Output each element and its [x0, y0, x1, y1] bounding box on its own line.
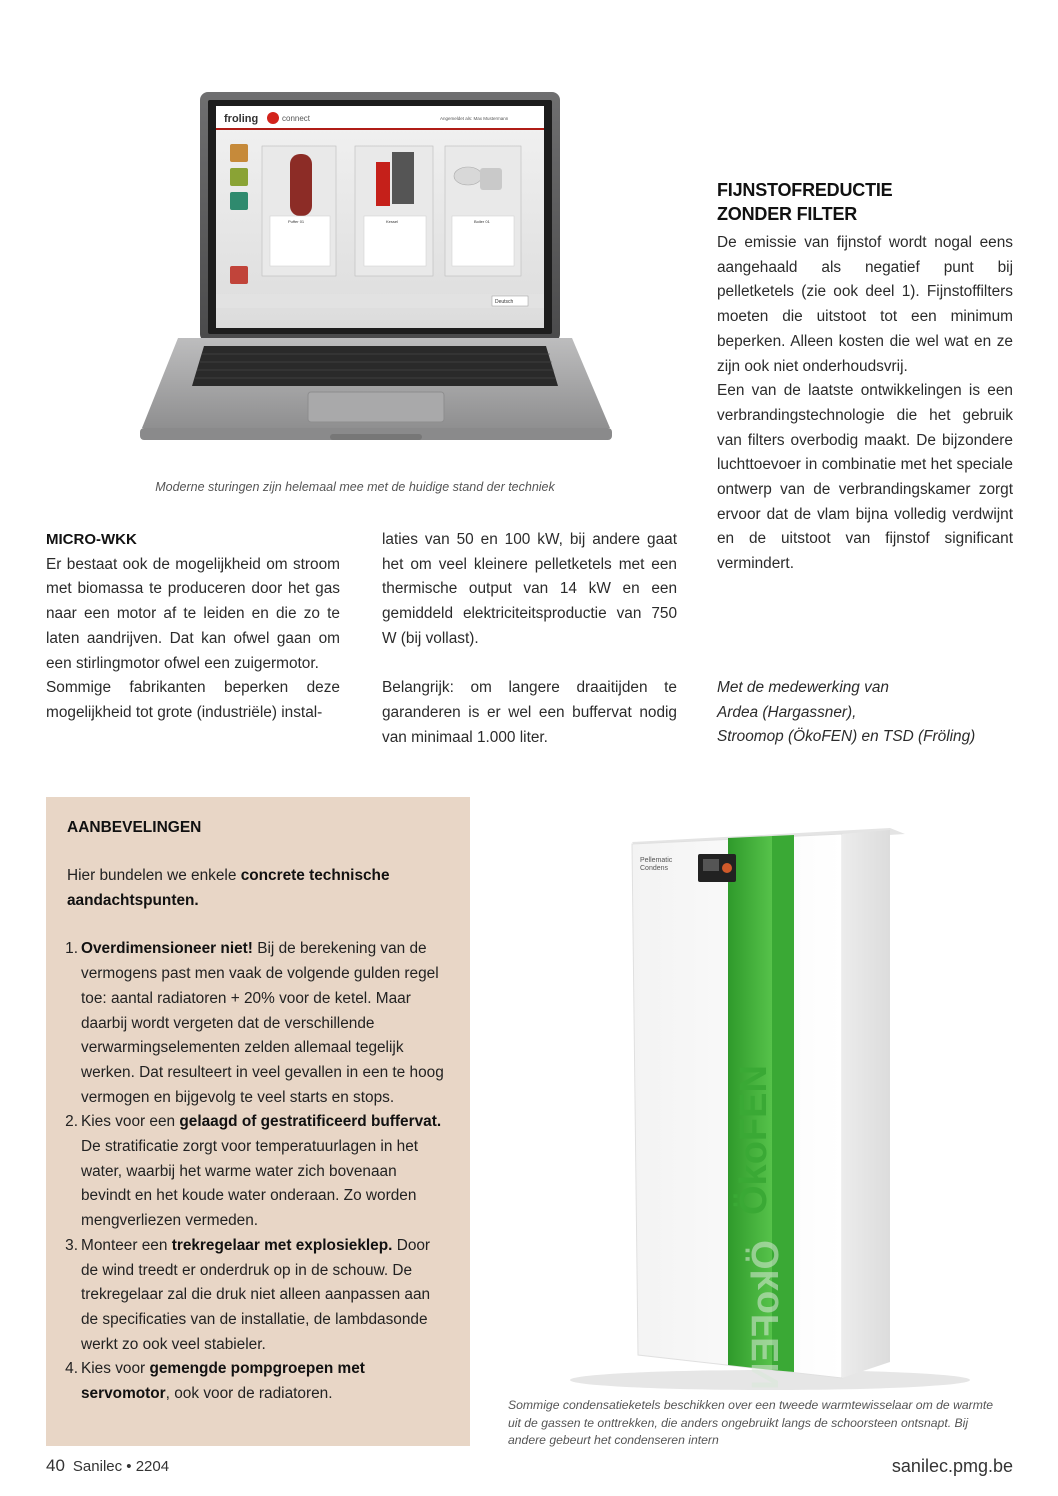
froling-logo-icon: [267, 112, 279, 124]
froling-logo-text: froling: [224, 113, 259, 125]
recommendations-list: [67, 937, 450, 1406]
sidebar-icon-1: [230, 144, 248, 162]
list-item: 2. Kies voor een gelaagd of gestratificeerd buffervat. De stratificatie zorgt voor temperatuurlagen in het water, waarbij het warme water zich bovenaan bevindt en het koude water onderaan. Zo worden mengverliezen vermeden.: [65, 1113, 442, 1230]
panel-boiler: [445, 146, 521, 276]
micro-wkk-paragraph-3: Belangrijk: om langere draaitijden te garanderen is er wel een buffervat nodig van minimaal 1.000 liter.: [382, 679, 677, 746]
footer-left: [46, 1456, 169, 1476]
recommendations-intro: Hier bundelen we enkele concrete technische aandachtspunten.: [67, 867, 390, 909]
svg-text:Deutsch: Deutsch: [495, 299, 514, 305]
recommendations-title: AANBEVELINGEN: [67, 819, 202, 836]
user-line: Angemeldet als: Max Mustermann: [440, 116, 509, 121]
fijnstof-heading: FIJNSTOFREDUCTIE ZONDER FILTER: [717, 180, 893, 224]
sidebar-icon-4: [230, 266, 248, 284]
svg-text:Puffer 01: Puffer 01: [288, 219, 305, 224]
fijnstof-paragraph-1: De emissie van fijnstof wordt nogal eens aangehaald als negatief punt bij pelletketels (zie ook deel 1). Fijnstoffilters moeten die uitstoot tot een minimum beperken. Alleen kosten die wel wat en ze zijn ook niet onderhoudsvrij.: [717, 234, 1013, 375]
column-micro-wkk-continued: [382, 528, 677, 750]
micro-wkk-paragraph-2a: Sommige fabrikanten beperken deze mogelijkheid tot grote (industriële) instal-: [46, 679, 340, 721]
micro-wkk-heading: MICRO-WKK: [46, 531, 137, 548]
svg-text:Kessel: Kessel: [386, 219, 399, 224]
list-item: 3. Monteer een trekregelaar met explosieklep. Door de wind treedt er onderdruk op in de schouw. De trekregelaar zal die druk niet alleen aanpassen aan de specificaties van de installatie, de lambdasonde werkt zo ook veel stabieler.: [65, 1236, 431, 1353]
credits: Met de medewerking van Ardea (Hargassner), Stroomop (ÖkoFEN) en TSD (Fröling): [717, 679, 976, 746]
laptop-illustration: [140, 90, 612, 452]
page-number: 40: [46, 1456, 65, 1475]
list-item: 1. Overdimensioneer niet! Bij de berekening van de vermogens past men vaak de volgende gulden regel toe: aantal radiatoren + 20% voor de ketel. Maar daarbij wordt vergeten dat de verschillende verwarmingselementen zelden allemaal tegelijk werken. Dat resulteert in veel gevallen in een te hoog vermogen en bijgevolg te veel starts en stops.: [65, 940, 444, 1106]
list-item: 4. Kies voor gemengde pompgroepen met servomotor, ook voor de radiatoren.: [65, 1360, 365, 1403]
micro-wkk-paragraph-2b: laties van 50 en 100 kW, bij andere gaat het om veel kleinere pelletketels met een thermische output van 14 kW en een gemiddeld elektriciteitsproductie van 750 W (bij vollast).: [382, 531, 677, 647]
fijnstof-paragraph-2: Een van de laatste ontwikkelingen is een verbrandingstechnologie die het gebruik van filters overbodig maakt. De bijzondere luchttoevoer in combinatie met het speciale ontwerp van de verbrandingskamer zorgt ervoor dat de vlam bijna volledig verdwijnt en de uitstoot van fijnstof significant vermindert.: [717, 382, 1013, 573]
sidebar-icon-2: [230, 168, 248, 186]
boiler-label-2: Condens: [640, 865, 669, 872]
okofen-reflection: ÖkoFEN: [745, 1240, 787, 1390]
caption-boiler: Sommige condensatieketels beschikken over een tweede warmtewisselaar om de warmte uit de gassen te onttrekken, die anders ongebruikt langs de schoorsteen ontsnapt. Bij andere gebeurt het condenseren intern: [508, 1398, 994, 1447]
boiler-label-1: Pellematic: [640, 857, 673, 864]
recommendations-box: [46, 797, 470, 1446]
column-micro-wkk: [46, 528, 340, 726]
connect-text: connect: [282, 114, 311, 123]
footer-website: sanilec.pmg.be: [891, 1456, 1013, 1476]
micro-wkk-paragraph-1: Er bestaat ook de mogelijkheid om stroom met biomassa te produceren door het gas naar een motor af te leiden en die zo te laten aandrijven. Dat kan ofwel gaan om een stirlingmotor ofwel een zuigermotor.: [46, 555, 340, 672]
svg-text:Boiler 01: Boiler 01: [474, 219, 490, 224]
panel-kessel: [355, 146, 433, 276]
boiler-illustration: [560, 820, 990, 1395]
panel-puffer: [262, 146, 336, 276]
column-fijnstof: [717, 178, 1013, 577]
control-knob-icon: [722, 863, 732, 873]
caption-laptop: Moderne sturingen zijn helemaal mee met de huidige stand der techniek: [155, 480, 555, 494]
okofen-brand: ÖkoFEN: [733, 1065, 775, 1215]
trackpad: [308, 392, 444, 422]
magazine-issue: Sanilec • 2204: [72, 1458, 170, 1475]
sidebar-icon-3: [230, 192, 248, 210]
